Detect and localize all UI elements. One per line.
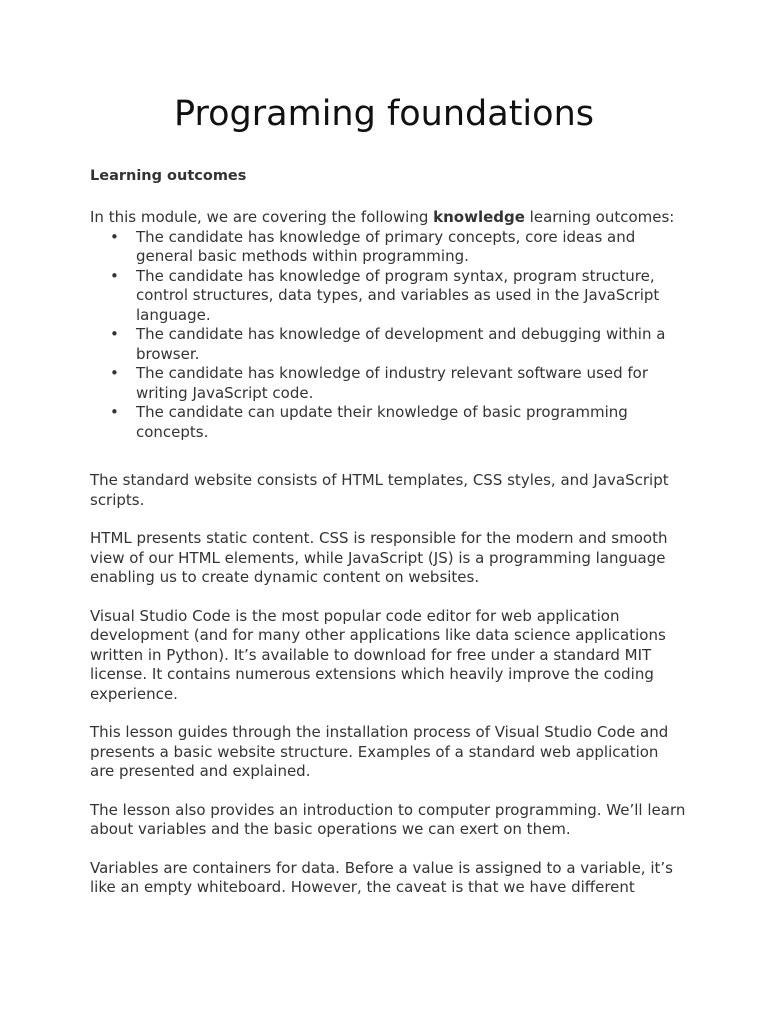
intro-paragraph xyxy=(90,208,686,228)
list-item xyxy=(90,325,686,364)
spacer xyxy=(90,840,686,859)
list-item xyxy=(90,364,686,403)
bullet-icon: • xyxy=(110,227,119,246)
body-paragraph: Visual Studio Code is the most popular code editor for web application development (and for many other applications like data science applications written in Python). It’s available to download for free under a standard MIT license. It contains numerous extensions which heavily improve the coding experience. xyxy=(90,606,666,703)
bullet-icon: • xyxy=(110,325,119,343)
list-item-text: The candidate has knowledge of program syntax, program structure, control structures, data types, and variables as used in the JavaScript language. xyxy=(136,266,660,324)
section-heading: Learning outcomes xyxy=(90,168,247,184)
bullet-icon: • xyxy=(110,364,119,382)
list-item xyxy=(90,267,686,326)
spacer xyxy=(90,782,686,801)
list-item-text: The candidate has knowledge of primary concepts, core ideas and general basic methods within programming. xyxy=(136,227,636,265)
spacer xyxy=(90,588,686,607)
learning-outcomes-list xyxy=(90,228,686,443)
list-item-text: The candidate has knowledge of industry relevant software used for writing JavaScript code. xyxy=(136,364,649,402)
intro-text-after: learning outcomes: xyxy=(524,208,675,226)
list-item xyxy=(90,403,686,442)
body-paragraph: HTML presents static content. CSS is responsible for the modern and smooth view of our HTML elements, while JavaScript (JS) is a programming language enabling us to create dynamic content on websites. xyxy=(90,529,668,586)
body-paragraph: The lesson also provides an introduction to computer programming. We’ll learn about variables and the basic operations we can exert on them. xyxy=(90,800,686,838)
bullet-icon: • xyxy=(110,266,119,285)
bullet-icon: • xyxy=(110,403,119,421)
spacer xyxy=(90,510,686,529)
page-title: Programing foundations xyxy=(174,94,594,134)
document-body xyxy=(90,166,686,898)
intro-text-before: In this module, we are covering the following xyxy=(90,208,434,226)
spacer xyxy=(90,704,686,723)
body-paragraph: The standard website consists of HTML templates, CSS styles, and JavaScript scripts. xyxy=(90,471,669,509)
spacer xyxy=(90,442,686,471)
list-item xyxy=(90,228,686,267)
list-item-text: The candidate can update their knowledge of basic programming concepts. xyxy=(136,403,628,441)
intro-emphasis: knowledge xyxy=(433,208,525,226)
body-paragraph: Variables are containers for data. Before a value is assigned to a variable, it’s like an empty whiteboard. However, the caveat is that we have different xyxy=(90,858,673,896)
list-item-text: The candidate has knowledge of development and debugging within a browser. xyxy=(136,325,666,363)
body-paragraph: This lesson guides through the installation process of Visual Studio Code and presents a basic website structure. Examples of a standard web application are presented and explained. xyxy=(90,723,669,780)
